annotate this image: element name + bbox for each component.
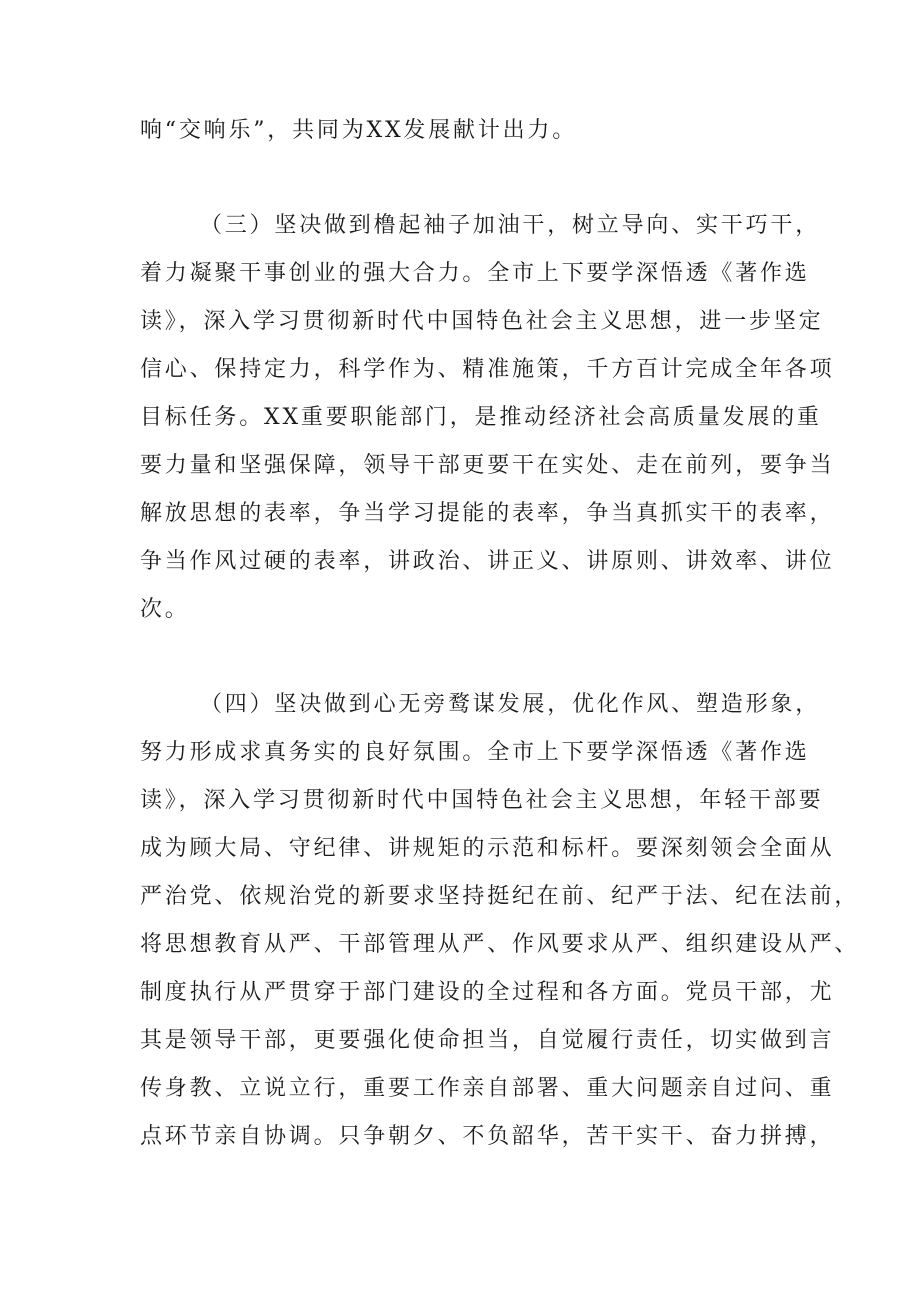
text-line: 要力量和坚强保障，领导干部更要干在实处、走在前列，要争当 (140, 453, 835, 478)
text-line: 着力凝聚干事创业的强大合力。全市上下要学深悟透《著作选 (140, 261, 810, 286)
section-heading-4: （四）坚决做到心无旁鹜谋发展，优化作风、塑造形象， (200, 692, 821, 717)
text-line: 读》，深入学习贯彻新时代中国特色社会主义思想，进一步坚定 (140, 309, 824, 334)
text-line: 解放思想的表率，争当学习提能的表率，争当真抓实干的表率， (140, 501, 835, 526)
text-line: 努力形成求真务实的良好氛围。全市上下要学深悟透《著作选 (140, 740, 810, 765)
text-line: 将思想教育从严、干部管理从严、作风要求从严、组织建设从严、 (140, 932, 860, 957)
section-heading-3: （三）坚决做到橹起袖子加油干，树立导向、实干巧干， (200, 213, 821, 238)
text-line: 争当作风过硬的表率，讲政治、讲正义、讲原则、讲效率、讲位 (140, 549, 835, 574)
text-line: 成为顾大局、守纪律、讲规矩的示范和标杆。要深刻领会全面从 (140, 836, 835, 861)
text-line: 其是领导干部，更要强化使命担当，自觉履行责任，切实做到言 (140, 1028, 835, 1053)
text-line: 制度执行从严贯穿于部门建设的全过程和各方面。党员干部，尤 (140, 980, 835, 1005)
text-line: 点环节亲自协调。只争朝夕、不负韶华，苦干实干、奋力拼搏， (140, 1124, 835, 1149)
text-line: 信心、保持定力，科学作为、精准施策，千方百计完成全年各项 (140, 357, 835, 382)
text-line: 读》，深入学习贯彻新时代中国特色社会主义思想，年轻干部要 (140, 788, 824, 813)
text-line: 次。 (140, 597, 190, 622)
text-line: 响“交响乐”，共同为XX发展献计出力。 (140, 118, 578, 143)
text-line: 传身教、立说立行，重要工作亲自部署、重大问题亲自过问、重 (140, 1076, 835, 1101)
text-line: 目标任务。XX重要职能部门，是推动经济社会高质量发展的重 (140, 405, 822, 430)
text-line: 严治党、依规治党的新要求坚持挺纪在前、纪严于法、纪在法前， (140, 884, 860, 909)
